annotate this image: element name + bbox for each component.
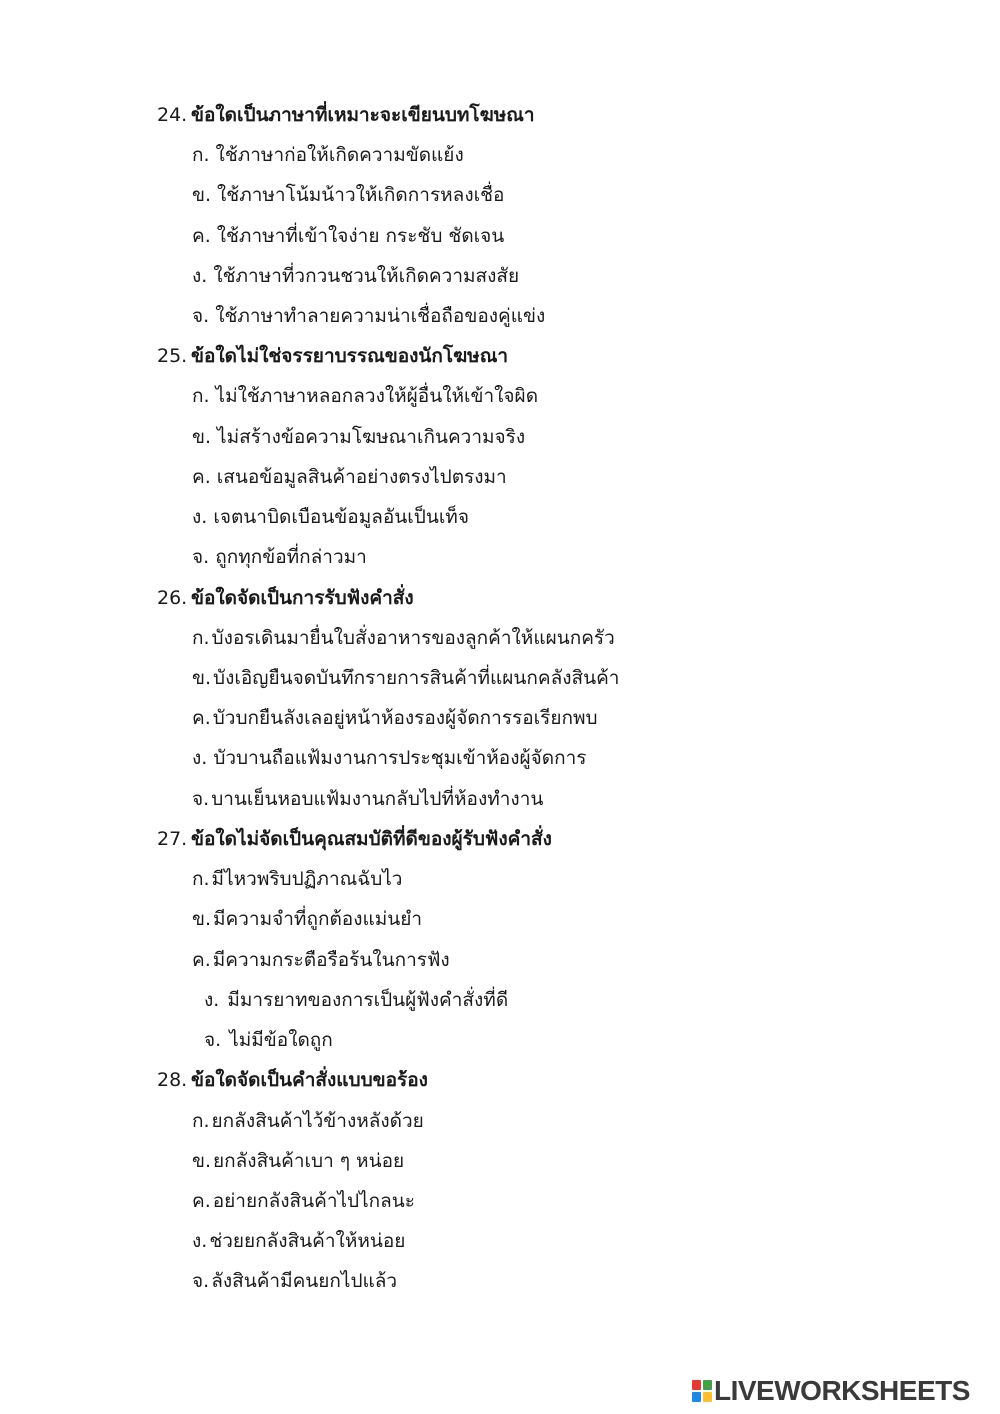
option-text: ใช้ภาษาที่เข้าใจง่าย กระชับ ชัดเจน (216, 225, 505, 247)
option-text: มีมารยาทของการเป็นผู้ฟังคำสั่งที่ดี (227, 989, 509, 1011)
option-label: ค. (192, 707, 211, 729)
option-label: จ. (192, 1270, 210, 1292)
logo-tile-blue (692, 1392, 701, 1402)
option-26-a[interactable] (192, 626, 615, 650)
question-number: 27. (157, 828, 188, 850)
logo-tile-red (692, 1380, 701, 1390)
option-text: ไม่ใช้ภาษาหลอกลวงให้ผู้อื่นให้เข้าใจผิด (215, 385, 539, 407)
option-label: ข. (192, 184, 212, 206)
option-label: ข. (192, 908, 212, 930)
option-text: ใช้ภาษาที่วกวนชวนให้เกิดความสงสัย (213, 265, 520, 287)
question-text: ข้อใดจัดเป็นคำสั่งแบบขอร้อง (191, 1069, 428, 1091)
option-26-c[interactable] (192, 706, 598, 730)
option-text: บังอรเดินมายื่นใบสั่งอาหารของลูกค้าให้แผนกครัว (211, 627, 615, 649)
option-25-a[interactable] (192, 384, 538, 408)
option-text: บัวบกยืนลังเลอยู่หน้าห้องรองผู้จัดการรอเรียกพบ (212, 707, 598, 729)
option-26-d[interactable] (192, 746, 586, 770)
option-label: ค. (192, 466, 211, 488)
question-text: ข้อใดจัดเป็นการรับฟังคำสั่ง (191, 587, 414, 609)
option-label: จ. (192, 546, 210, 568)
option-text: อย่ายกลังสินค้าไปไกลนะ (212, 1190, 415, 1212)
option-text: ไม่มีข้อใดถูก (229, 1029, 333, 1051)
liveworksheets-brand[interactable] (692, 1376, 970, 1406)
logo-tile-yellow (703, 1392, 712, 1402)
option-label: ข. (192, 667, 212, 689)
option-text: ยกลังสินค้าเบา ๆ หน่อย (213, 1150, 405, 1172)
option-28-b[interactable] (192, 1149, 404, 1173)
option-28-a[interactable] (192, 1109, 424, 1133)
option-25-d[interactable] (192, 505, 469, 529)
option-28-c[interactable] (192, 1189, 415, 1213)
option-text: ถูกทุกข้อที่กล่าวมา (215, 546, 367, 568)
option-27-c[interactable] (192, 948, 450, 972)
option-label: ก. (192, 627, 210, 649)
option-27-b[interactable] (192, 907, 422, 931)
option-label: ง. (192, 265, 208, 287)
option-label: ง. (192, 506, 208, 528)
option-text: บานเย็นหอบแฟ้มงานกลับไปที่ห้องทำงาน (211, 788, 544, 810)
logo-tile-green (703, 1380, 712, 1390)
question-number: 26. (157, 587, 188, 609)
question-text: ข้อใดไม่จัดเป็นคุณสมบัติที่ดีของผู้รับฟังคำสั่ง (191, 828, 552, 850)
option-27-e[interactable] (204, 1028, 333, 1052)
option-26-b[interactable] (192, 666, 619, 690)
question-number: 28. (157, 1069, 188, 1091)
option-label: จ. (192, 788, 210, 810)
option-label: ก. (192, 144, 210, 166)
question-number: 24. (157, 104, 188, 126)
option-text: มีความกระตือรือร้นในการฟัง (212, 949, 450, 971)
option-text: เจตนาบิดเบือนข้อมูลอันเป็นเท็จ (213, 506, 469, 528)
option-24-e[interactable] (192, 304, 545, 328)
option-25-e[interactable] (192, 545, 367, 569)
option-28-d[interactable] (192, 1229, 405, 1253)
option-label: ง. (192, 1230, 208, 1252)
option-text: ใช้ภาษาก่อให้เกิดความขัดแย้ง (215, 144, 464, 166)
question-24 (157, 103, 535, 127)
option-text: ยกลังสินค้าไว้ข้างหลังด้วย (211, 1110, 424, 1132)
option-27-a[interactable] (192, 867, 402, 891)
option-label: ก. (192, 868, 210, 890)
option-27-d[interactable] (204, 988, 508, 1012)
option-label: ก. (192, 1110, 210, 1132)
option-text: ช่วยยกลังสินค้าให้หน่อย (209, 1230, 406, 1252)
option-text: เสนอข้อมูลสินค้าอย่างตรงไปตรงมา (216, 466, 507, 488)
option-24-d[interactable] (192, 264, 519, 288)
option-label: ค. (192, 949, 211, 971)
option-label: ข. (192, 1150, 212, 1172)
option-text: บังเอิญยืนจดบันทึกรายการสินค้าที่แผนกคลังสินค้า (213, 667, 620, 689)
option-text: ใช้ภาษาทำลายความน่าเชื่อถือของคู่แข่ง (215, 305, 546, 327)
option-label: ค. (192, 1190, 211, 1212)
option-25-c[interactable] (192, 465, 507, 489)
option-label: ง. (192, 747, 208, 769)
option-label: ง. (204, 989, 220, 1011)
option-text: ใช้ภาษาโน้มน้าวให้เกิดการหลงเชื่อ (217, 184, 505, 206)
question-26 (157, 586, 414, 610)
option-label: จ. (204, 1029, 222, 1051)
liveworksheets-logo-icon (692, 1380, 712, 1402)
option-24-a[interactable] (192, 143, 464, 167)
option-26-e[interactable] (192, 787, 543, 811)
question-number: 25. (157, 345, 188, 367)
option-24-c[interactable] (192, 224, 504, 248)
brand-name: LIVEWORKSHEETS (714, 1375, 970, 1406)
option-text: บัวบานถือแฟ้มงานการประชุมเข้าห้องผู้จัดการ (213, 747, 587, 769)
option-24-b[interactable] (192, 183, 504, 207)
option-28-e[interactable] (192, 1269, 397, 1293)
option-text: ไม่สร้างข้อความโฆษณาเกินความจริง (217, 426, 526, 448)
question-27 (157, 827, 552, 851)
option-text: ลังสินค้ามีคนยกไปแล้ว (211, 1270, 398, 1292)
question-text: ข้อใดไม่ใช่จรรยาบรรณของนักโฆษณา (191, 345, 509, 367)
option-label: ก. (192, 385, 210, 407)
option-25-b[interactable] (192, 425, 525, 449)
question-text: ข้อใดเป็นภาษาที่เหมาะจะเขียนบทโฆษณา (191, 104, 535, 126)
option-label: จ. (192, 305, 210, 327)
question-25 (157, 344, 508, 368)
option-text: มีไหวพริบปฏิภาณฉับไว (211, 868, 403, 890)
question-28 (157, 1068, 428, 1092)
option-text: มีความจำที่ถูกต้องแม่นยำ (213, 908, 423, 930)
option-label: ค. (192, 225, 211, 247)
option-label: ข. (192, 426, 212, 448)
